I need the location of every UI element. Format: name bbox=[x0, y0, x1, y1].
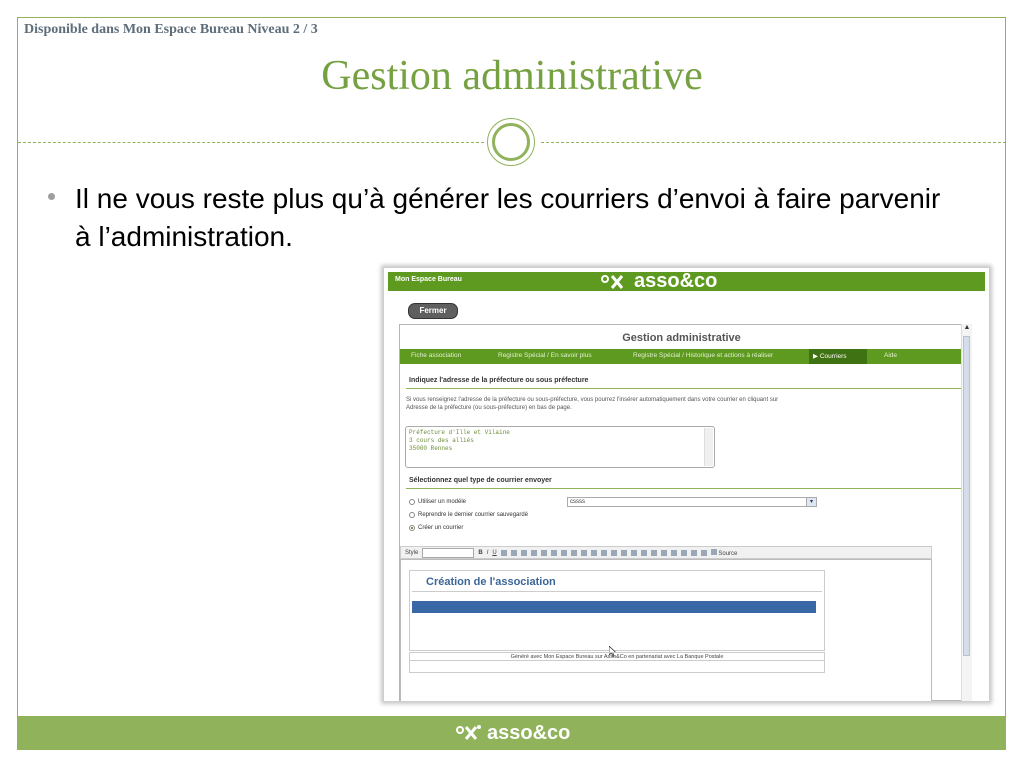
list-icon[interactable] bbox=[551, 550, 557, 556]
link-icon[interactable] bbox=[501, 550, 507, 556]
bullet-dot bbox=[48, 193, 55, 200]
asso-logo-icon bbox=[455, 723, 483, 743]
tab-fiche-association[interactable]: Fiche association bbox=[411, 352, 462, 359]
table-icon[interactable] bbox=[691, 550, 697, 556]
paste-icon[interactable] bbox=[581, 550, 587, 556]
document-footer-empty bbox=[409, 661, 825, 673]
section-type-rule bbox=[406, 488, 961, 489]
bold-button[interactable]: B bbox=[478, 549, 483, 556]
section-address-heading: Indiquez l'adresse de la préfecture ou sous préfecture bbox=[409, 377, 589, 384]
paste-text-icon[interactable] bbox=[591, 550, 597, 556]
document-title: Création de l'association bbox=[426, 576, 556, 588]
footer-logo bbox=[455, 720, 570, 746]
align-right-icon[interactable] bbox=[641, 550, 647, 556]
italic-button[interactable]: I bbox=[486, 549, 489, 556]
editor-toolbar bbox=[400, 546, 932, 559]
tab-aide[interactable]: Aide bbox=[884, 352, 898, 359]
option-last-saved[interactable] bbox=[409, 512, 528, 518]
undo-icon[interactable] bbox=[531, 550, 537, 556]
close-button[interactable]: Fermer bbox=[408, 303, 458, 319]
radio-icon[interactable] bbox=[409, 499, 415, 505]
footer-logo-text: asso&co bbox=[487, 721, 571, 744]
header-note: Disponible dans Mon Espace Bureau Niveau 2 / 3 bbox=[24, 22, 318, 37]
document-block bbox=[409, 570, 825, 651]
copy-icon[interactable] bbox=[571, 550, 577, 556]
address-line: 35000 Rennes bbox=[409, 445, 453, 452]
panel-title: Gestion administrative bbox=[622, 332, 741, 344]
model-select[interactable] bbox=[567, 497, 817, 507]
tab-registre-historique[interactable]: Registre Spécial / Historique et actions à réaliser bbox=[633, 352, 774, 359]
radio-checked-icon[interactable] bbox=[409, 525, 415, 531]
image-icon[interactable] bbox=[671, 550, 677, 556]
app-logo-text: asso&co bbox=[634, 270, 718, 292]
address-help-2: Adresse de la préfecture (ou sous-préfecture) en bas de page. bbox=[406, 405, 572, 411]
flash-icon[interactable] bbox=[681, 550, 687, 556]
source-button[interactable] bbox=[711, 549, 738, 557]
app-screenshot bbox=[384, 268, 989, 701]
source-icon bbox=[711, 549, 717, 555]
admin-panel bbox=[399, 324, 962, 701]
model-select-value: cssss bbox=[570, 499, 585, 505]
divider-left bbox=[18, 142, 484, 143]
address-line: Préfecture d'Ille et Vilaine bbox=[409, 429, 510, 436]
address-scrollbar[interactable] bbox=[704, 428, 713, 466]
tab-registre-en-savoir-plus[interactable]: Registre Spécial / En savoir plus bbox=[498, 352, 592, 359]
radio-icon[interactable] bbox=[409, 512, 415, 518]
style-label: Style bbox=[405, 549, 419, 556]
tab-bar bbox=[400, 349, 961, 364]
app-top-title: Mon Espace Bureau bbox=[395, 276, 462, 283]
clean-icon[interactable] bbox=[611, 550, 617, 556]
underline-button[interactable]: U bbox=[492, 549, 497, 556]
circle-ornament bbox=[487, 118, 535, 166]
superscript-icon[interactable] bbox=[661, 550, 667, 556]
option-use-model[interactable] bbox=[409, 499, 466, 505]
slide-title: Gestion administrative bbox=[321, 53, 703, 99]
address-help-1: Si vous renseignez l'adresse de la préfecture ou sous-préfecture, vous pourrez l'insérer automatiquement dans votre courrier en cliquant sur bbox=[406, 397, 779, 403]
tab-courriers[interactable] bbox=[809, 349, 867, 364]
option-label: Utiliser un modèle bbox=[418, 499, 467, 505]
tab-courriers-label: Courriers bbox=[819, 353, 847, 360]
scroll-up-icon[interactable]: ▲ bbox=[963, 324, 971, 331]
address-line: 3 cours des alliés bbox=[409, 437, 474, 444]
align-left-icon[interactable] bbox=[621, 550, 627, 556]
redo-icon[interactable] bbox=[541, 550, 547, 556]
document-divider bbox=[412, 591, 822, 592]
section-address-rule bbox=[406, 388, 961, 389]
special-char-icon[interactable] bbox=[701, 550, 707, 556]
paste-word-icon[interactable] bbox=[601, 550, 607, 556]
option-label: Créer un courrier bbox=[418, 525, 464, 531]
vertical-scrollbar[interactable] bbox=[961, 324, 972, 701]
source-label: Source bbox=[718, 550, 738, 557]
bullet-text: Il ne vous reste plus qu’à générer les courriers d’envoi à faire parvenir à l’administration. bbox=[75, 183, 941, 252]
scroll-thumb[interactable] bbox=[963, 336, 970, 656]
option-create-letter[interactable] bbox=[409, 525, 463, 531]
anchor-icon[interactable] bbox=[521, 550, 527, 556]
document-blue-bar bbox=[412, 601, 816, 613]
app-top-bar bbox=[388, 272, 985, 291]
style-dropdown[interactable] bbox=[422, 548, 474, 558]
unlink-icon[interactable] bbox=[511, 550, 517, 556]
chevron-down-icon[interactable]: ▾ bbox=[806, 498, 816, 506]
cut-icon[interactable] bbox=[561, 550, 567, 556]
app-top-logo bbox=[600, 270, 717, 293]
justify-icon[interactable] bbox=[651, 550, 657, 556]
tab-active-marker: ▶ bbox=[813, 353, 818, 360]
address-textarea[interactable] bbox=[405, 426, 715, 468]
section-type-heading: Sélectionnez quel type de courrier envoyer bbox=[409, 477, 552, 484]
editor-area[interactable] bbox=[400, 559, 932, 701]
option-label: Reprendre le dernier courrier sauvegardé bbox=[418, 512, 529, 518]
divider-right bbox=[541, 142, 1006, 143]
asso-logo-icon bbox=[600, 273, 630, 291]
document-footer: Généré avec Mon Espace Bureau sur Asso&Co en partenariat avec La Banque Postale bbox=[409, 652, 825, 661]
align-center-icon[interactable] bbox=[631, 550, 637, 556]
